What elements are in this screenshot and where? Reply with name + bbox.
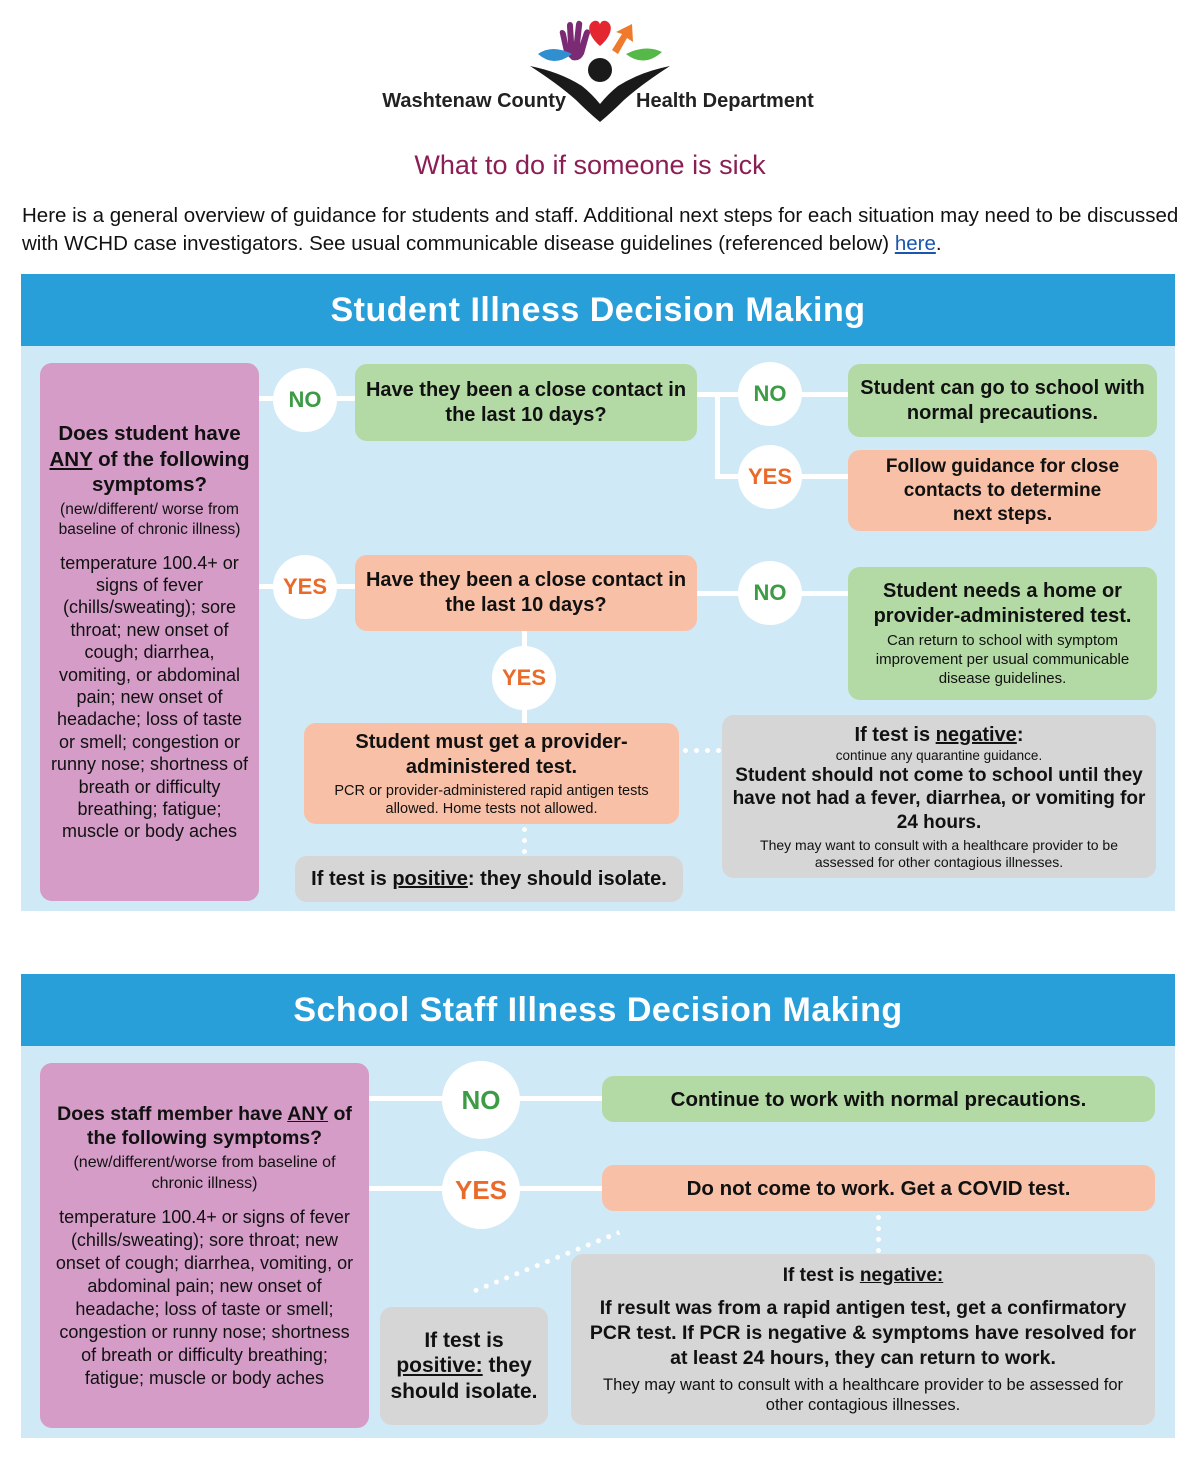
question-note: (new/different/worse from baseline of chronic illness) bbox=[73, 1153, 336, 1192]
student-negative-result bbox=[722, 715, 1156, 878]
close-contact-question-no-symptoms: Have they been a close contact in the last 10 days? bbox=[355, 364, 697, 441]
negative-main: If result was from a rapid antigen test, get a confirmatory PCR test. If PCR is negative & symptoms have resolved for at least 24 hours, they can return to work. bbox=[589, 1296, 1137, 1369]
go-to-school-result: Student can go to school with normal precautions. bbox=[848, 364, 1157, 437]
guidelines-link[interactable]: here bbox=[894, 232, 936, 255]
close-contact-question-symptoms: Have they been a close contact in the last 10 days? bbox=[355, 555, 697, 631]
staff-negative-result bbox=[571, 1254, 1155, 1425]
heart-icon bbox=[589, 21, 611, 46]
student-positive-result bbox=[295, 856, 683, 902]
continue-work-result: Continue to work with normal precautions. bbox=[602, 1076, 1155, 1122]
staff-positive-result bbox=[380, 1307, 548, 1425]
no-badge: NO bbox=[442, 1061, 520, 1139]
green-leaf-icon bbox=[626, 48, 662, 60]
student-symptoms-question bbox=[40, 363, 259, 901]
negative-heading: If test is negative: bbox=[854, 723, 1024, 746]
person-head-icon bbox=[588, 58, 612, 82]
do-not-come-result: Do not come to work. Get a COVID test. bbox=[602, 1165, 1155, 1211]
dotted-connector bbox=[876, 1212, 881, 1254]
org-name-right: Health Department bbox=[636, 90, 814, 112]
intro-paragraph bbox=[22, 202, 1182, 258]
provider-test-note: PCR or provider-administered rapid antigen tests allowed. Home tests not allowed. bbox=[334, 782, 649, 817]
positive-text: If test is positive: they should isolate. bbox=[311, 867, 667, 890]
yes-badge: YES bbox=[738, 445, 802, 509]
student-banner: Student Illness Decision Making bbox=[21, 274, 1175, 346]
negative-main: Student should not come to school until they have not had a fever, diarrhea, or vomiting for 24 hours. bbox=[732, 764, 1146, 833]
yes-badge: YES bbox=[492, 646, 556, 710]
negative-heading: If test is negative: bbox=[782, 1264, 944, 1286]
org-name-left: Washtenaw County bbox=[382, 90, 566, 112]
yes-badge: YES bbox=[273, 555, 337, 619]
any-emphasis: ANY bbox=[287, 1102, 329, 1125]
question-heading: Does staff member have ANY of the following symptoms? bbox=[57, 1102, 352, 1149]
page-title: What to do if someone is sick bbox=[414, 150, 766, 180]
positive-text: If test is positive: they should isolate. bbox=[390, 1328, 538, 1403]
question-note: (new/different/ worse from baseline of chronic illness) bbox=[58, 500, 241, 538]
staff-symptoms-question bbox=[40, 1063, 369, 1428]
provider-test-title: Student must get a provider-administered test. bbox=[355, 730, 628, 778]
arrow-icon bbox=[612, 24, 633, 54]
home-test-note: Can return to school with symptom improvement per usual communicable disease guidelines. bbox=[875, 632, 1130, 687]
any-emphasis: ANY bbox=[49, 447, 93, 471]
home-test-title: Student needs a home or provider-administered test. bbox=[873, 580, 1132, 627]
dotted-connector bbox=[522, 824, 527, 856]
intro-end: . bbox=[935, 232, 942, 255]
follow-guidance-result: Follow guidance for close contacts to determine next steps. bbox=[848, 450, 1157, 531]
symptom-list: temperature 100.4+ or signs of fever (chills/sweating); sore throat; new onset of cough; diarrhea, vomiting, or abdominal pain; new onset of headache; loss of taste or smell; congestion or runny nose; shortness of breath or difficulty breathing; fatigue; muscle or body aches bbox=[50, 552, 249, 842]
intro-text: Here is a general overview of guidance for students and staff. Additional next steps for each situation may need to be discussed with WCHD case investigators. See usual communicable disease guidelines (referenced below) bbox=[22, 204, 1179, 255]
no-badge: NO bbox=[273, 368, 337, 432]
provider-test-result bbox=[304, 723, 679, 824]
home-test-result bbox=[848, 567, 1157, 700]
connector bbox=[715, 392, 720, 478]
dotted-connector bbox=[680, 748, 722, 753]
staff-banner: School Staff Illness Decision Making bbox=[21, 974, 1175, 1046]
negative-note: They may want to consult with a healthcare provider to be assessed for other contagious illnesses. bbox=[602, 1375, 1124, 1414]
symptom-list: temperature 100.4+ or signs of fever (chills/sweating); sore throat; new onset of cough; diarrhea, vomiting, or abdominal pain; new onset of headache; loss of taste or smell; congestion or runny nose; shortness of breath or difficulty breathing; fatigue; muscle or body aches bbox=[55, 1206, 354, 1388]
negative-note: They may want to consult with a healthcare provider to be assessed for other contagious illnesses. bbox=[760, 837, 1118, 870]
no-badge: NO bbox=[738, 362, 802, 426]
no-badge: NO bbox=[738, 561, 802, 625]
question-heading: Does student have ANY of the following symptoms? bbox=[49, 422, 250, 497]
negative-sub: continue any quarantine guidance. bbox=[835, 747, 1043, 763]
yes-badge: YES bbox=[442, 1151, 520, 1229]
